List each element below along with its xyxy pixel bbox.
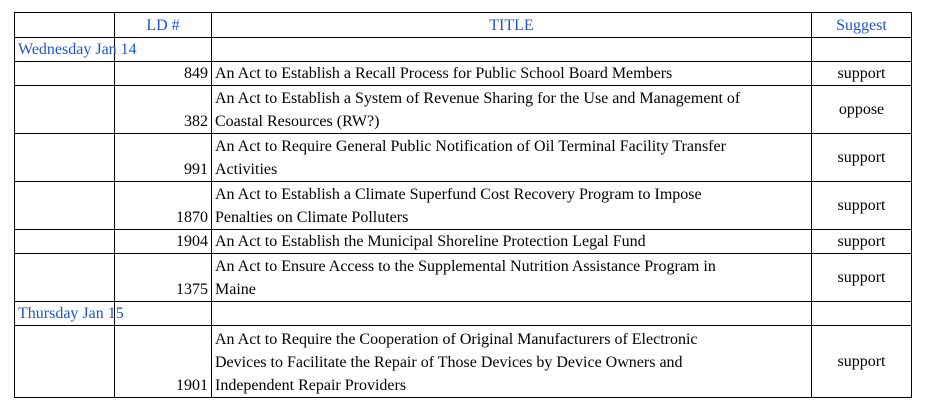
suggest-value: support bbox=[812, 230, 912, 254]
suggest-value: support bbox=[812, 134, 912, 182]
bill-title-line: Independent Repair Providers bbox=[215, 377, 407, 394]
header-empty-cell bbox=[15, 13, 115, 38]
day-row bbox=[15, 302, 912, 326]
day-label: Wednesday Jan 14 bbox=[15, 38, 115, 62]
table-row bbox=[15, 134, 912, 182]
bill-title-line: An Act to Establish a Climate Superfund Cost Recovery Program to Impose bbox=[215, 186, 702, 203]
suggest-value: support bbox=[812, 182, 912, 230]
bill-title-line: An Act to Ensure Access to the Supplemental Nutrition Assistance Program in bbox=[215, 258, 716, 275]
date-cell bbox=[15, 326, 115, 398]
empty-cell bbox=[212, 302, 812, 326]
table-body bbox=[15, 38, 912, 398]
date-cell bbox=[15, 230, 115, 254]
table-row bbox=[15, 86, 912, 134]
bill-title-line: Activities bbox=[215, 161, 278, 178]
table-row bbox=[15, 254, 912, 302]
bill-title bbox=[212, 326, 812, 398]
bill-title bbox=[212, 134, 812, 182]
bill-title-line: An Act to Establish the Municipal Shoreline Protection Legal Fund bbox=[215, 233, 646, 250]
bill-title-line: Coastal Resources (RW?) bbox=[215, 113, 380, 130]
bill-title-line: An Act to Require the Cooperation of Original Manufacturers of Electronic bbox=[215, 331, 698, 348]
day-row bbox=[15, 38, 912, 62]
bill-title-line: Maine bbox=[215, 281, 256, 298]
bill-title-line: Penalties on Climate Polluters bbox=[215, 209, 409, 226]
suggest-value: oppose bbox=[812, 86, 912, 134]
bill-title-line: Devices to Facilitate the Repair of Those Devices by Device Owners and bbox=[215, 354, 683, 371]
bill-title-line: An Act to Establish a Recall Process for Public School Board Members bbox=[215, 65, 673, 82]
ld-number: 849 bbox=[115, 62, 212, 86]
bill-title bbox=[212, 62, 812, 86]
bill-title-line: An Act to Require General Public Notification of Oil Terminal Facility Transfer bbox=[215, 138, 726, 155]
ld-number: 1901 bbox=[115, 326, 212, 398]
empty-cell bbox=[812, 38, 912, 62]
ld-number: 1870 bbox=[115, 182, 212, 230]
day-label: Thursday Jan 15 bbox=[15, 302, 115, 326]
suggest-value: support bbox=[812, 326, 912, 398]
suggest-value: support bbox=[812, 62, 912, 86]
date-cell bbox=[15, 134, 115, 182]
table-row bbox=[15, 182, 912, 230]
date-cell bbox=[15, 182, 115, 230]
ld-number: 1904 bbox=[115, 230, 212, 254]
bill-title bbox=[212, 182, 812, 230]
date-cell bbox=[15, 86, 115, 134]
bill-title-line: An Act to Establish a System of Revenue Sharing for the Use and Management of bbox=[215, 90, 741, 107]
ld-number: 382 bbox=[115, 86, 212, 134]
ld-number: 991 bbox=[115, 134, 212, 182]
table-row bbox=[15, 62, 912, 86]
empty-cell bbox=[115, 302, 212, 326]
date-cell bbox=[15, 254, 115, 302]
date-cell bbox=[15, 62, 115, 86]
header-ld: LD # bbox=[115, 13, 212, 38]
bill-title bbox=[212, 254, 812, 302]
header-row bbox=[15, 13, 912, 38]
empty-cell bbox=[812, 302, 912, 326]
ld-number: 1375 bbox=[115, 254, 212, 302]
empty-cell bbox=[212, 38, 812, 62]
table-row bbox=[15, 326, 912, 398]
bill-title bbox=[212, 86, 812, 134]
header-suggest: Suggest bbox=[812, 13, 912, 38]
bills-table bbox=[14, 12, 912, 398]
table-row bbox=[15, 230, 912, 254]
suggest-value: support bbox=[812, 254, 912, 302]
bill-title bbox=[212, 230, 812, 254]
header-title: TITLE bbox=[212, 13, 812, 38]
